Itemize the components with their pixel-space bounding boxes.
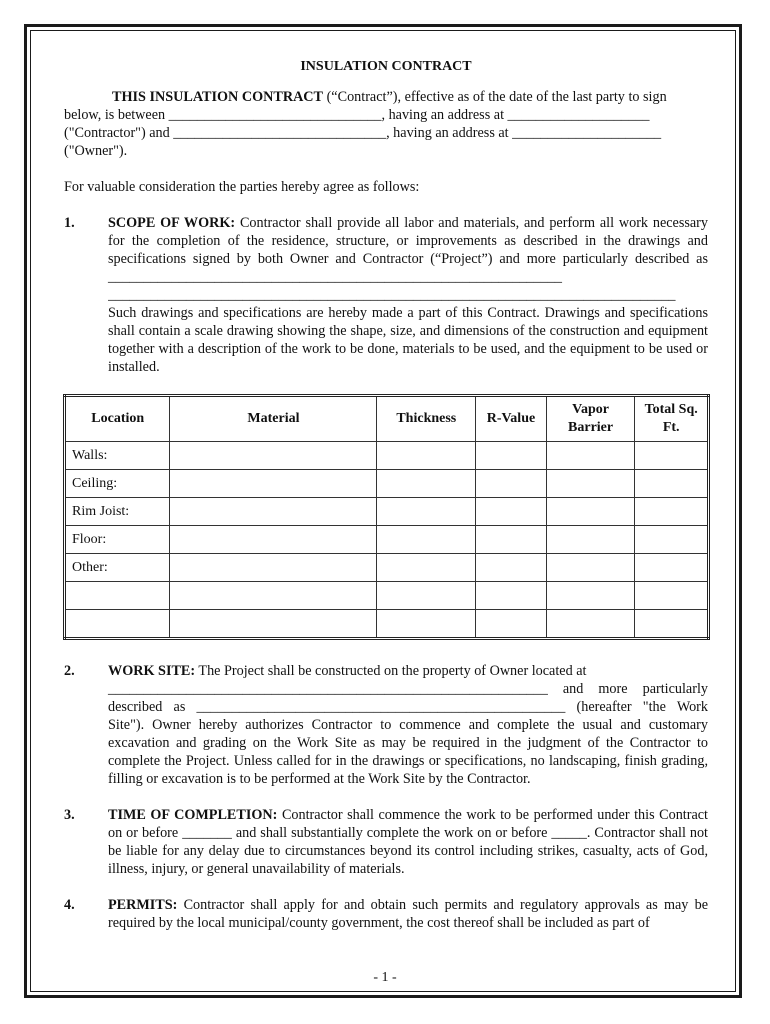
cell[interactable] bbox=[635, 610, 709, 639]
cell[interactable] bbox=[635, 526, 709, 554]
row-label: Walls: bbox=[65, 442, 170, 470]
cell[interactable] bbox=[476, 498, 547, 526]
table-row bbox=[65, 610, 709, 639]
cell[interactable] bbox=[170, 526, 377, 554]
cell[interactable] bbox=[476, 554, 547, 582]
section-heading: WORK SITE: bbox=[108, 663, 196, 679]
section-heading: TIME OF COMPLETION: bbox=[108, 807, 278, 823]
section-work-site bbox=[64, 662, 708, 788]
section-number: 2. bbox=[64, 663, 75, 679]
table-row bbox=[65, 470, 709, 498]
intro-paragraph bbox=[64, 88, 708, 160]
section-scope-of-work bbox=[64, 214, 708, 376]
cell[interactable] bbox=[635, 470, 709, 498]
section-number: 4. bbox=[64, 897, 75, 913]
cell[interactable] bbox=[377, 442, 476, 470]
table-row bbox=[65, 526, 709, 554]
section-number: 3. bbox=[64, 807, 75, 823]
intro-line-4: ("Owner"). bbox=[64, 143, 128, 159]
cell[interactable] bbox=[377, 526, 476, 554]
table-row bbox=[65, 498, 709, 526]
document-title: INSULATION CONTRACT bbox=[300, 59, 472, 74]
cell[interactable] bbox=[546, 582, 635, 610]
cell[interactable] bbox=[170, 498, 377, 526]
header-location: Location bbox=[65, 396, 170, 442]
row-label: Ceiling: bbox=[65, 470, 170, 498]
table-row bbox=[65, 442, 709, 470]
section-text: Contractor shall apply for and obtain such permits and regulatory approvals as may be required by the local municipal/county government, the cost thereof shall be included as part of bbox=[108, 897, 708, 931]
cell[interactable] bbox=[546, 554, 635, 582]
header-total-sq-ft: Total Sq. Ft. bbox=[635, 396, 709, 442]
section-text: The Project shall be constructed on the property of Owner located at bbox=[198, 663, 587, 679]
cell[interactable] bbox=[635, 554, 709, 582]
header-material: Material bbox=[170, 396, 377, 442]
blank-line: ________________________________________________________________________________ bbox=[108, 287, 676, 303]
cell[interactable] bbox=[377, 582, 476, 610]
section-text: Contractor shall provide all labor and materials, and perform all work necessary for the completion of the residence, structure, or improvements as described in the drawings and specifications signed by both Owner and Contractor (“Project”) and more particularly described as ________________________________________________________________ bbox=[108, 215, 709, 285]
cell[interactable] bbox=[377, 498, 476, 526]
cell[interactable] bbox=[546, 470, 635, 498]
intro-bold: THIS INSULATION CONTRACT bbox=[112, 89, 324, 105]
cell[interactable] bbox=[546, 526, 635, 554]
table-row bbox=[65, 554, 709, 582]
row-label[interactable] bbox=[65, 610, 170, 639]
section-text-2: ______________________________________________________________ and more particularly described as ____________________________________________________ (hereafter "the Work Site"). Owner hereby authorizes Contractor to commence and complete the usual and customary excavation and grading on the Work Site as may be required in the judgment of the Contractor to complete the Project. Unless called for in the drawings or specifications, no landscaping, finish grading, filling or excavation is to be performed at the Work Site by the Contractor. bbox=[108, 681, 708, 787]
cell[interactable] bbox=[546, 610, 635, 639]
insulation-table bbox=[63, 394, 710, 640]
header-r-value: R-Value bbox=[476, 396, 547, 442]
row-label: Rim Joist: bbox=[65, 498, 170, 526]
intro-line-2: below, is between ______________________________, having an address at ____________________ bbox=[64, 107, 650, 123]
cell[interactable] bbox=[476, 526, 547, 554]
cell[interactable] bbox=[377, 610, 476, 639]
cell[interactable] bbox=[476, 610, 547, 639]
cell[interactable] bbox=[635, 582, 709, 610]
cell[interactable] bbox=[170, 554, 377, 582]
row-label[interactable] bbox=[65, 582, 170, 610]
cell[interactable] bbox=[170, 582, 377, 610]
cell[interactable] bbox=[377, 554, 476, 582]
intro-line-3: ("Contractor") and ______________________________, having an address at _____________________ bbox=[64, 125, 662, 141]
cell[interactable] bbox=[170, 442, 377, 470]
cell[interactable] bbox=[377, 470, 476, 498]
contract-page bbox=[64, 58, 708, 932]
page-number: - 1 - bbox=[373, 970, 397, 985]
consideration-statement: For valuable consideration the parties hereby agree as follows: bbox=[64, 179, 420, 195]
cell[interactable] bbox=[546, 498, 635, 526]
intro-line-1: (“Contract”), effective as of the date of the last party to sign bbox=[323, 89, 667, 105]
section-number: 1. bbox=[64, 215, 75, 231]
cell[interactable] bbox=[635, 442, 709, 470]
table-row bbox=[65, 582, 709, 610]
cell[interactable] bbox=[476, 582, 547, 610]
cell[interactable] bbox=[170, 610, 377, 639]
cell[interactable] bbox=[635, 498, 709, 526]
section-heading: PERMITS: bbox=[108, 897, 178, 913]
cell[interactable] bbox=[170, 470, 377, 498]
cell[interactable] bbox=[476, 470, 547, 498]
row-label: Other: bbox=[65, 554, 170, 582]
section-heading: SCOPE OF WORK: bbox=[108, 215, 236, 231]
section-text: Contractor shall commence the work to be performed under this Contract on or before _______ and shall substantially complete the work on or before _____. Contractor shall not be liable for any delay due to circumstances beyond its control including strikes, casualty, acts of God, illness, injury, or general unavailability of materials. bbox=[108, 807, 708, 877]
section-text-2: Such drawings and specifications are hereby made a part of this Contract. Drawings and specifications shall contain a scale drawing showing the shape, size, and dimensions of the construction and equipment together with a description of the work to be done, materials to be used, and the equipment to be used or installed. bbox=[108, 305, 708, 375]
header-thickness: Thickness bbox=[377, 396, 476, 442]
section-permits bbox=[64, 896, 708, 932]
row-label: Floor: bbox=[65, 526, 170, 554]
table-header-row bbox=[65, 396, 709, 442]
section-time-of-completion bbox=[64, 806, 708, 878]
cell[interactable] bbox=[546, 442, 635, 470]
cell[interactable] bbox=[476, 442, 547, 470]
header-vapor-barrier: Vapor Barrier bbox=[546, 396, 635, 442]
